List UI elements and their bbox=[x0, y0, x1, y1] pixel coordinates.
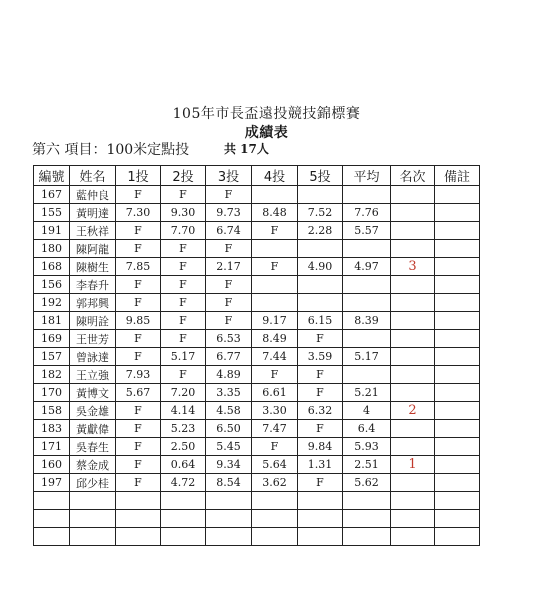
participant-count: 共 17人 bbox=[224, 142, 269, 156]
table-row bbox=[34, 240, 480, 258]
table-row bbox=[34, 384, 480, 402]
table-row bbox=[34, 456, 480, 474]
cell-throw-1: F bbox=[116, 294, 161, 312]
cell-id: 191 bbox=[34, 222, 70, 240]
cell-throw-1: F bbox=[116, 474, 161, 492]
empty-cell bbox=[161, 492, 206, 510]
event-label: 第六 項目：100米定點投 bbox=[32, 142, 190, 158]
cell-throw-3: 6.53 bbox=[206, 330, 252, 348]
cell-throw-1: F bbox=[116, 222, 161, 240]
cell-throw-3: 3.35 bbox=[206, 384, 252, 402]
cell-name: 邱少桂 bbox=[70, 474, 116, 492]
cell-throw-4 bbox=[252, 186, 298, 204]
cell-name: 陳明詮 bbox=[70, 312, 116, 330]
empty-cell bbox=[252, 510, 298, 528]
blank-row bbox=[34, 510, 480, 528]
cell-average bbox=[343, 276, 391, 294]
cell-remarks bbox=[435, 456, 480, 474]
table-row bbox=[34, 222, 480, 240]
empty-cell bbox=[206, 510, 252, 528]
cell-id: 160 bbox=[34, 456, 70, 474]
table-row bbox=[34, 294, 480, 312]
cell-remarks bbox=[435, 420, 480, 438]
cell-throw-5 bbox=[298, 294, 343, 312]
cell-rank: 2 bbox=[391, 402, 435, 420]
cell-average: 5.21 bbox=[343, 384, 391, 402]
empty-cell bbox=[435, 528, 480, 546]
empty-cell bbox=[161, 528, 206, 546]
column-header-throw-2: 2投 bbox=[161, 166, 206, 186]
cell-name: 黃明達 bbox=[70, 204, 116, 222]
cell-throw-2: F bbox=[161, 276, 206, 294]
table-row bbox=[34, 276, 480, 294]
cell-average: 7.76 bbox=[343, 204, 391, 222]
cell-throw-3: F bbox=[206, 312, 252, 330]
cell-throw-5: F bbox=[298, 474, 343, 492]
empty-cell bbox=[116, 510, 161, 528]
cell-remarks bbox=[435, 186, 480, 204]
cell-throw-5: F bbox=[298, 420, 343, 438]
table-row bbox=[34, 474, 480, 492]
cell-throw-2: F bbox=[161, 258, 206, 276]
cell-throw-4 bbox=[252, 240, 298, 258]
table-row bbox=[34, 330, 480, 348]
cell-throw-2: F bbox=[161, 312, 206, 330]
cell-name: 黃博文 bbox=[70, 384, 116, 402]
column-header-remarks: 備註 bbox=[435, 166, 480, 186]
cell-throw-5: 7.52 bbox=[298, 204, 343, 222]
cell-rank bbox=[391, 240, 435, 258]
empty-cell bbox=[298, 492, 343, 510]
cell-rank bbox=[391, 186, 435, 204]
cell-remarks bbox=[435, 240, 480, 258]
empty-cell bbox=[391, 492, 435, 510]
empty-cell bbox=[343, 528, 391, 546]
cell-average: 8.39 bbox=[343, 312, 391, 330]
cell-throw-2: 0.64 bbox=[161, 456, 206, 474]
cell-rank bbox=[391, 276, 435, 294]
cell-rank bbox=[391, 312, 435, 330]
cell-throw-2: F bbox=[161, 366, 206, 384]
cell-id: 158 bbox=[34, 402, 70, 420]
cell-rank bbox=[391, 222, 435, 240]
blank-row bbox=[34, 492, 480, 510]
cell-average bbox=[343, 186, 391, 204]
empty-cell bbox=[298, 510, 343, 528]
cell-throw-5: 2.28 bbox=[298, 222, 343, 240]
cell-id: 157 bbox=[34, 348, 70, 366]
cell-name: 陳阿龍 bbox=[70, 240, 116, 258]
cell-throw-2: 4.72 bbox=[161, 474, 206, 492]
cell-name: 黃獻偉 bbox=[70, 420, 116, 438]
cell-throw-4 bbox=[252, 276, 298, 294]
cell-throw-5: 6.15 bbox=[298, 312, 343, 330]
cell-throw-4: 5.64 bbox=[252, 456, 298, 474]
cell-remarks bbox=[435, 438, 480, 456]
cell-name: 曾詠達 bbox=[70, 348, 116, 366]
results-table bbox=[33, 165, 480, 546]
cell-throw-1: 9.85 bbox=[116, 312, 161, 330]
cell-throw-1: F bbox=[116, 348, 161, 366]
cell-throw-3: 4.58 bbox=[206, 402, 252, 420]
cell-throw-3: F bbox=[206, 240, 252, 258]
cell-throw-1: F bbox=[116, 240, 161, 258]
cell-id: 182 bbox=[34, 366, 70, 384]
cell-average: 4 bbox=[343, 402, 391, 420]
empty-cell bbox=[70, 492, 116, 510]
sheet-subtitle: 成績表 bbox=[244, 125, 289, 141]
cell-average bbox=[343, 330, 391, 348]
cell-name: 王秋祥 bbox=[70, 222, 116, 240]
cell-throw-1: 7.85 bbox=[116, 258, 161, 276]
blank-row bbox=[34, 528, 480, 546]
cell-throw-5: 1.31 bbox=[298, 456, 343, 474]
cell-throw-1: F bbox=[116, 330, 161, 348]
cell-throw-2: 7.70 bbox=[161, 222, 206, 240]
cell-throw-5 bbox=[298, 276, 343, 294]
cell-id: 155 bbox=[34, 204, 70, 222]
cell-throw-5: 6.32 bbox=[298, 402, 343, 420]
empty-cell bbox=[116, 528, 161, 546]
empty-cell bbox=[34, 510, 70, 528]
cell-rank bbox=[391, 420, 435, 438]
cell-throw-2: 5.23 bbox=[161, 420, 206, 438]
column-header-throw-3: 3投 bbox=[206, 166, 252, 186]
cell-throw-1: F bbox=[116, 438, 161, 456]
table-row bbox=[34, 312, 480, 330]
cell-average: 2.51 bbox=[343, 456, 391, 474]
empty-cell bbox=[206, 492, 252, 510]
table-row bbox=[34, 186, 480, 204]
column-header-throw-5: 5投 bbox=[298, 166, 343, 186]
empty-cell bbox=[435, 492, 480, 510]
table-row bbox=[34, 420, 480, 438]
cell-throw-5: 3.59 bbox=[298, 348, 343, 366]
cell-rank bbox=[391, 366, 435, 384]
cell-throw-5 bbox=[298, 240, 343, 258]
cell-throw-1: 7.93 bbox=[116, 366, 161, 384]
cell-id: 167 bbox=[34, 186, 70, 204]
empty-cell bbox=[70, 528, 116, 546]
cell-rank bbox=[391, 384, 435, 402]
cell-id: 168 bbox=[34, 258, 70, 276]
cell-remarks bbox=[435, 276, 480, 294]
cell-name: 藍仲良 bbox=[70, 186, 116, 204]
cell-throw-3: F bbox=[206, 276, 252, 294]
table-body bbox=[34, 186, 480, 546]
empty-cell bbox=[391, 528, 435, 546]
column-header-name: 姓名 bbox=[70, 166, 116, 186]
empty-cell bbox=[70, 510, 116, 528]
cell-throw-5: 4.90 bbox=[298, 258, 343, 276]
table-row bbox=[34, 438, 480, 456]
cell-throw-1: F bbox=[116, 276, 161, 294]
cell-throw-2: F bbox=[161, 186, 206, 204]
cell-throw-4: 3.62 bbox=[252, 474, 298, 492]
cell-rank: 3 bbox=[391, 258, 435, 276]
empty-cell bbox=[34, 528, 70, 546]
cell-throw-4: 9.17 bbox=[252, 312, 298, 330]
cell-remarks bbox=[435, 294, 480, 312]
column-header-throw-1: 1投 bbox=[116, 166, 161, 186]
cell-rank bbox=[391, 330, 435, 348]
cell-throw-5: 9.84 bbox=[298, 438, 343, 456]
cell-throw-3: F bbox=[206, 294, 252, 312]
cell-rank: 1 bbox=[391, 456, 435, 474]
empty-cell bbox=[343, 492, 391, 510]
cell-remarks bbox=[435, 330, 480, 348]
cell-name: 吳金雄 bbox=[70, 402, 116, 420]
cell-remarks bbox=[435, 222, 480, 240]
cell-throw-2: 2.50 bbox=[161, 438, 206, 456]
cell-average: 5.17 bbox=[343, 348, 391, 366]
empty-cell bbox=[391, 510, 435, 528]
cell-throw-2: F bbox=[161, 330, 206, 348]
cell-name: 蔡金成 bbox=[70, 456, 116, 474]
cell-average: 4.97 bbox=[343, 258, 391, 276]
empty-cell bbox=[435, 510, 480, 528]
cell-average: 6.4 bbox=[343, 420, 391, 438]
empty-cell bbox=[343, 510, 391, 528]
cell-throw-1: 5.67 bbox=[116, 384, 161, 402]
cell-throw-2: F bbox=[161, 294, 206, 312]
cell-throw-2: 7.20 bbox=[161, 384, 206, 402]
cell-throw-2: 5.17 bbox=[161, 348, 206, 366]
cell-throw-4: 6.61 bbox=[252, 384, 298, 402]
cell-name: 王立強 bbox=[70, 366, 116, 384]
cell-name: 李春升 bbox=[70, 276, 116, 294]
cell-throw-3: F bbox=[206, 186, 252, 204]
cell-name: 陳樹生 bbox=[70, 258, 116, 276]
cell-remarks bbox=[435, 312, 480, 330]
cell-id: 192 bbox=[34, 294, 70, 312]
cell-name: 王世芳 bbox=[70, 330, 116, 348]
cell-throw-3: 9.73 bbox=[206, 204, 252, 222]
cell-throw-4: 3.30 bbox=[252, 402, 298, 420]
table-row bbox=[34, 402, 480, 420]
column-header-rank: 名次 bbox=[391, 166, 435, 186]
cell-throw-3: 2.17 bbox=[206, 258, 252, 276]
table-row bbox=[34, 258, 480, 276]
cell-average: 5.62 bbox=[343, 474, 391, 492]
cell-throw-3: 6.74 bbox=[206, 222, 252, 240]
cell-throw-3: 9.34 bbox=[206, 456, 252, 474]
cell-rank bbox=[391, 474, 435, 492]
cell-throw-4: F bbox=[252, 258, 298, 276]
cell-remarks bbox=[435, 474, 480, 492]
cell-throw-4: F bbox=[252, 222, 298, 240]
cell-throw-4: 7.44 bbox=[252, 348, 298, 366]
cell-rank bbox=[391, 438, 435, 456]
cell-throw-3: 8.54 bbox=[206, 474, 252, 492]
cell-id: 171 bbox=[34, 438, 70, 456]
cell-id: 180 bbox=[34, 240, 70, 258]
empty-cell bbox=[252, 492, 298, 510]
cell-average bbox=[343, 366, 391, 384]
cell-throw-3: 6.77 bbox=[206, 348, 252, 366]
table-row bbox=[34, 348, 480, 366]
empty-cell bbox=[252, 528, 298, 546]
cell-throw-5: F bbox=[298, 330, 343, 348]
cell-id: 156 bbox=[34, 276, 70, 294]
event-info bbox=[32, 139, 269, 159]
cell-throw-1: 7.30 bbox=[116, 204, 161, 222]
cell-throw-5 bbox=[298, 186, 343, 204]
cell-throw-1: F bbox=[116, 402, 161, 420]
empty-cell bbox=[161, 510, 206, 528]
cell-throw-3: 5.45 bbox=[206, 438, 252, 456]
cell-throw-1: F bbox=[116, 456, 161, 474]
table-row bbox=[34, 366, 480, 384]
cell-remarks bbox=[435, 348, 480, 366]
column-header-id: 編號 bbox=[34, 166, 70, 186]
cell-rank bbox=[391, 204, 435, 222]
empty-cell bbox=[34, 492, 70, 510]
cell-throw-5: F bbox=[298, 384, 343, 402]
cell-remarks bbox=[435, 258, 480, 276]
cell-remarks bbox=[435, 204, 480, 222]
cell-throw-1: F bbox=[116, 420, 161, 438]
cell-rank bbox=[391, 348, 435, 366]
cell-average: 5.93 bbox=[343, 438, 391, 456]
cell-id: 169 bbox=[34, 330, 70, 348]
cell-throw-1: F bbox=[116, 186, 161, 204]
cell-throw-4: 7.47 bbox=[252, 420, 298, 438]
cell-throw-4: F bbox=[252, 366, 298, 384]
cell-id: 181 bbox=[34, 312, 70, 330]
cell-remarks bbox=[435, 366, 480, 384]
cell-throw-2: 9.30 bbox=[161, 204, 206, 222]
cell-rank bbox=[391, 294, 435, 312]
table-row bbox=[34, 204, 480, 222]
empty-cell bbox=[298, 528, 343, 546]
cell-throw-5: F bbox=[298, 366, 343, 384]
column-header-average: 平均 bbox=[343, 166, 391, 186]
cell-throw-2: 4.14 bbox=[161, 402, 206, 420]
column-header-throw-4: 4投 bbox=[252, 166, 298, 186]
cell-id: 197 bbox=[34, 474, 70, 492]
competition-title: 105年市長盃遠投競技錦標賽 bbox=[172, 106, 361, 122]
cell-name: 郭邦興 bbox=[70, 294, 116, 312]
cell-throw-4: 8.49 bbox=[252, 330, 298, 348]
cell-average: 5.57 bbox=[343, 222, 391, 240]
cell-name: 吳春生 bbox=[70, 438, 116, 456]
cell-throw-4 bbox=[252, 294, 298, 312]
cell-id: 183 bbox=[34, 420, 70, 438]
cell-throw-3: 6.50 bbox=[206, 420, 252, 438]
empty-cell bbox=[116, 492, 161, 510]
cell-average bbox=[343, 294, 391, 312]
cell-throw-2: F bbox=[161, 240, 206, 258]
cell-throw-4: F bbox=[252, 438, 298, 456]
cell-remarks bbox=[435, 402, 480, 420]
cell-throw-3: 4.89 bbox=[206, 366, 252, 384]
cell-average bbox=[343, 240, 391, 258]
cell-remarks bbox=[435, 384, 480, 402]
empty-cell bbox=[206, 528, 252, 546]
table-header-row bbox=[34, 166, 480, 186]
cell-throw-4: 8.48 bbox=[252, 204, 298, 222]
cell-id: 170 bbox=[34, 384, 70, 402]
